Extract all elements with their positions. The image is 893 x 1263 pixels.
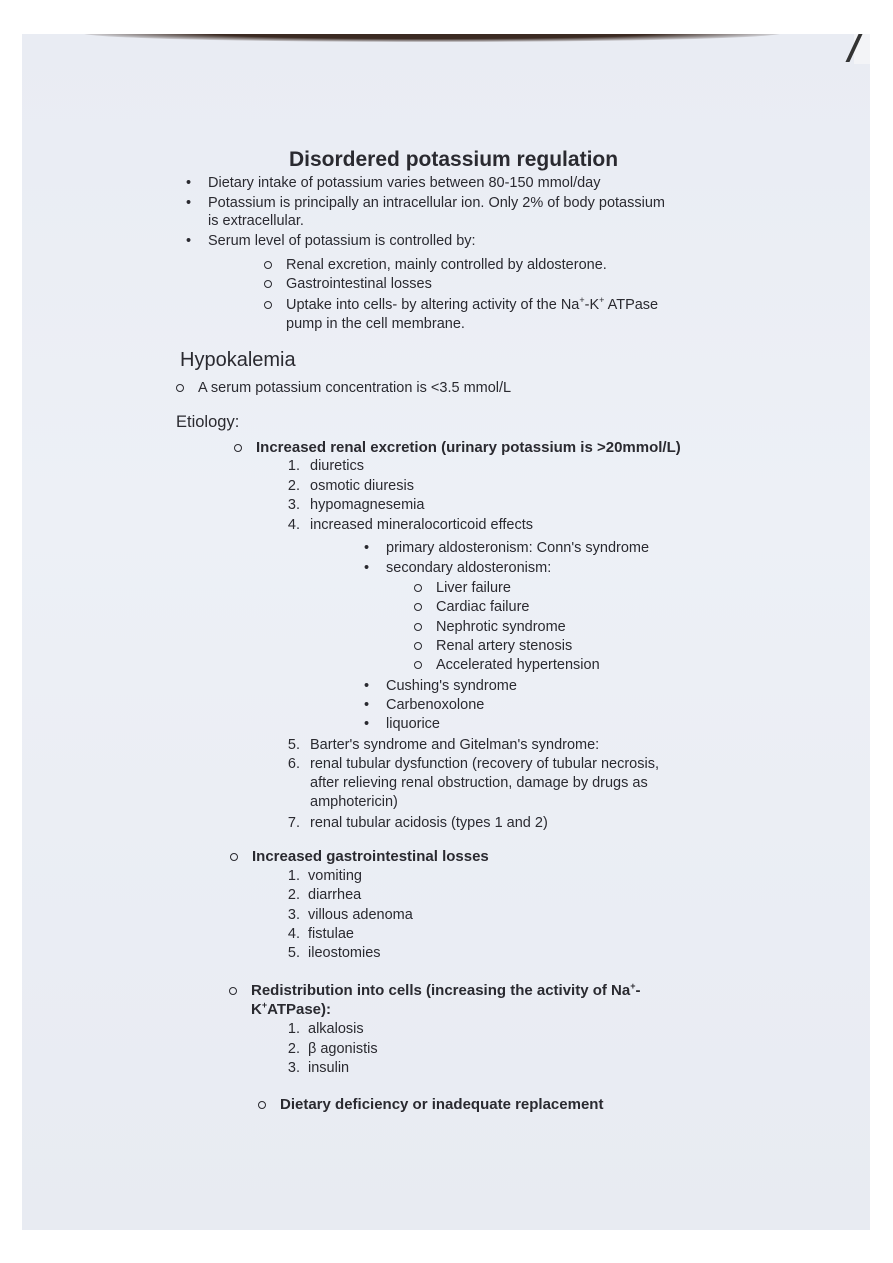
redistribution-heading-text: Redistribution into cells (increasing the activity of Na [251, 982, 631, 999]
gi-item-4: fistulae [308, 926, 354, 942]
list-number: 1. [287, 1021, 300, 1037]
list-number: 7. [287, 815, 300, 831]
mineralocorticoid-item-3: • Cushing's syndrome [386, 677, 517, 695]
renal-item-6-cont-2: amphotericin) [310, 794, 398, 810]
secondary-cause-2: Cardiac failure [436, 599, 530, 615]
redistribution-heading-dash: - [635, 982, 641, 999]
sup-plus: + [599, 295, 605, 305]
intro-bullet-1: • Dietary intake of potassium varies between 80-150 mmol/day [208, 174, 601, 192]
renal-item-5: Barter's syndrome and Gitelman's syndrome: [310, 737, 600, 753]
renal-item-6: renal tubular dysfunction (recovery of tubular necrosis, [310, 756, 659, 772]
page-title: Disordered potassium regulation [289, 148, 619, 171]
redistribution-item-1: alkalosis [308, 1021, 364, 1037]
control-item-1: Renal excretion, mainly controlled by aldosterone. [286, 257, 607, 273]
list-number: 5. [287, 945, 300, 961]
renal-item-1: diuretics [310, 458, 364, 474]
list-number: 5. [287, 737, 300, 753]
document-photo [22, 34, 870, 1230]
renal-item-4: increased mineralocorticoid effects [310, 517, 533, 533]
redistribution-item-2: β agonistis [308, 1041, 378, 1057]
document-page [22, 34, 870, 1230]
intro-bullet-2: • Potassium is principally an intracellular ion. Only 2% of body potassium [208, 194, 665, 212]
hypokalemia-definition: A serum potassium concentration is <3.5 mmol/L [198, 380, 512, 396]
control-item-3 [286, 296, 658, 314]
redistribution-heading [251, 982, 641, 1000]
renal-item-7: renal tubular acidosis (types 1 and 2) [310, 815, 548, 831]
list-number: 3. [287, 907, 300, 923]
renal-heading: Increased renal excretion (urinary potassium is >20mmol/L) [256, 439, 681, 456]
list-number: 1. [287, 458, 300, 474]
redistribution-heading-cont [251, 1001, 331, 1019]
control-item-2: Gastrointestinal losses [286, 276, 432, 292]
gi-item-2: diarrhea [308, 887, 362, 903]
control-item-3-text: Uptake into cells- by altering activity of the Na [286, 297, 580, 313]
control-item-3-atpase: ATPase [604, 297, 659, 313]
list-number: 2. [287, 1041, 300, 1057]
mineralocorticoid-item-4: • Carbenoxolone [386, 696, 484, 714]
renal-item-3: hypomagnesemia [310, 497, 425, 513]
list-number: 3. [287, 1060, 300, 1076]
secondary-cause-4: Renal artery stenosis [436, 638, 573, 654]
redistribution-item-3: insulin [308, 1060, 350, 1076]
mineralocorticoid-item-5: • liquorice [386, 715, 440, 733]
sup-plus: + [261, 1000, 268, 1010]
gi-heading: Increased gastrointestinal losses [252, 848, 489, 865]
intro-bullet-2-cont: is extracellular. [208, 213, 304, 229]
intro-bullet-3: • Serum level of potassium is controlled by: [208, 232, 476, 250]
etiology-label: Etiology: [176, 413, 240, 431]
list-number: 2. [287, 887, 300, 903]
gi-item-5: ileostomies [308, 945, 381, 961]
list-number: 6. [287, 756, 300, 772]
secondary-cause-1: Liver failure [436, 580, 511, 596]
renal-item-2: osmotic diuresis [310, 478, 414, 494]
secondary-cause-5: Accelerated hypertension [436, 657, 600, 673]
list-number: 1. [287, 868, 300, 884]
control-item-3-dash-k: -K [584, 297, 600, 313]
hypokalemia-heading: Hypokalemia [180, 349, 296, 371]
sup-plus: + [630, 981, 636, 991]
mineralocorticoid-item-1: • primary aldosteronism: Conn's syndrome [386, 539, 649, 557]
mineralocorticoid-item-2: • secondary aldosteronism: [386, 559, 551, 577]
sup-plus: + [579, 295, 585, 305]
control-item-3-cont: pump in the cell membrane. [286, 316, 465, 332]
redistribution-k: K [251, 1001, 262, 1018]
gi-item-3: villous adenoma [308, 907, 413, 923]
redistribution-atpase: ATPase): [267, 1001, 332, 1018]
renal-item-6-cont-1: after relieving renal obstruction, damage by drugs as [310, 775, 648, 791]
secondary-cause-3: Nephrotic syndrome [436, 619, 566, 635]
list-number: 4. [287, 517, 300, 533]
list-number: 4. [287, 926, 300, 942]
list-number: 3. [287, 497, 300, 513]
gi-item-1: vomiting [308, 868, 362, 884]
list-number: 2. [287, 478, 300, 494]
dietary-heading: Dietary deficiency or inadequate replacement [280, 1096, 604, 1113]
